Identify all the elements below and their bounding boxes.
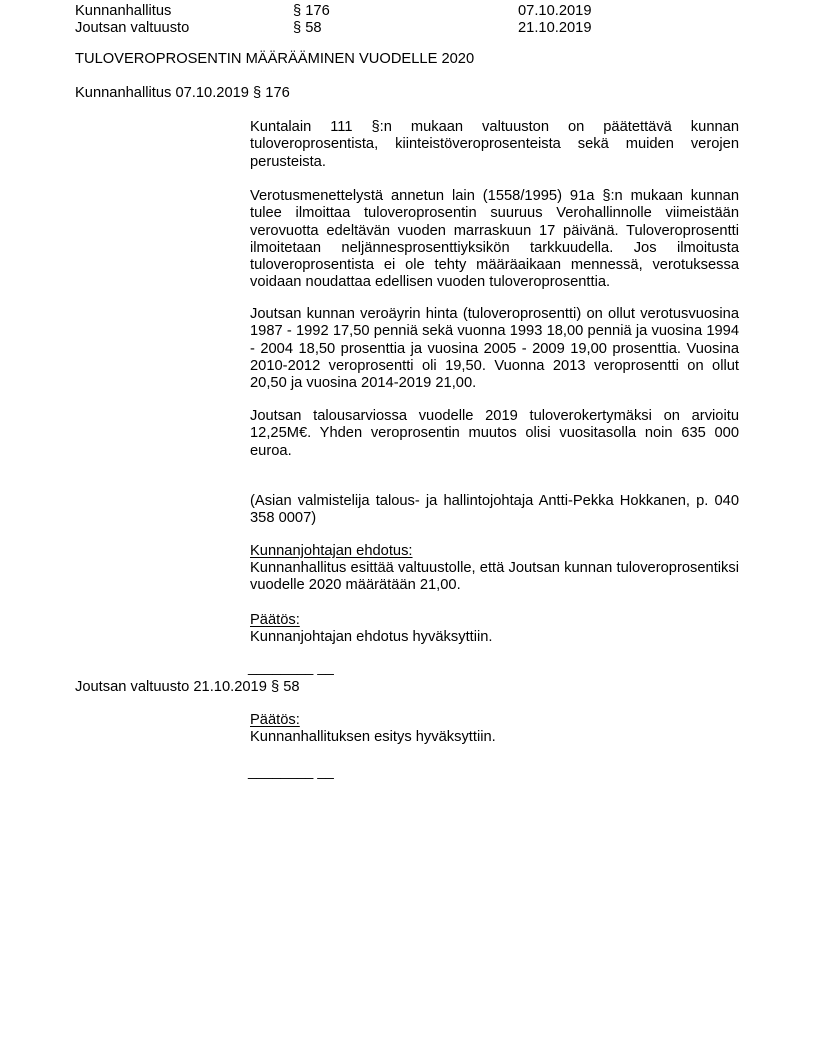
- board-decision-text: Kunnanjohtajan ehdotus hyväksyttiin.: [250, 629, 493, 645]
- paragraph-tax-history: Joutsan kunnan veroäyrin hinta (tuloveroprosentti) on ollut verotusvuosina 1987 - 1992 17,50 penniä sekä vuonna 1993 18,00 penniä ja vuosina 1994 - 2004 18,50 prosenttia ja vuosina 2005 - 2009 19,00 prosenttia. Vuosina 2010-2012 veroprosentti oli 19,50. Vuonna 2013 veroprosentti on ollut 20,50 ja vuosina 2014-2019 21,00.: [250, 306, 739, 392]
- header-paragraph-ref-1: § 176: [293, 3, 330, 19]
- section-separator-2: ________ __: [248, 764, 334, 780]
- header-org-1: Kunnanhallitus: [75, 3, 172, 19]
- header-paragraph-ref-2: § 58: [293, 20, 322, 36]
- header-date-1: 07.10.2019: [518, 3, 592, 19]
- section-separator-1: ________ __: [248, 660, 334, 676]
- board-section-heading: Kunnanhallitus 07.10.2019 § 176: [75, 85, 290, 101]
- header-date-2: 21.10.2019: [518, 20, 592, 36]
- proposal-heading: Kunnanjohtajan ehdotus:: [250, 543, 413, 559]
- document-title: TULOVEROPROSENTIN MÄÄRÄÄMINEN VUODELLE 2020: [75, 51, 475, 67]
- council-decision-heading: Päätös:: [250, 712, 300, 728]
- proposal-text: Kunnanhallitus esittää valtuustolle, että Joutsan kunnan tuloveroprosentiksi vuodelle 2020 määrätään 21,00.: [250, 560, 739, 594]
- paragraph-preparer-contact: (Asian valmistelija talous- ja hallintojohtaja Antti-Pekka Hokkanen, p. 040 358 0007): [250, 493, 739, 527]
- paragraph-notification-rules: Verotusmenettelystä annetun lain (1558/1995) 91a §:n mukaan kunnan tulee ilmoittaa tuloveroprosentin suuruus Verohallinnolle viimeistään verovuotta edeltävän vuoden marraskuun 17 päivänä. Tuloveroprosentti ilmoitetaan neljännesprosenttiyksikön tarkkuudella. Jos ilmoitusta tuloveroprosentista ei ole tehty määräaikaan mennessä, verotuksessa voidaan noudattaa edellisen vuoden tuloveroprosenttia.: [250, 188, 739, 291]
- paragraph-law-basis: Kuntalain 111 §:n mukaan valtuuston on päätettävä kunnan tuloveroprosentista, kiinteistöveroprosenteista sekä muiden verojen perusteista.: [250, 119, 739, 170]
- council-section-heading: Joutsan valtuusto 21.10.2019 § 58: [75, 679, 300, 695]
- paragraph-budget-estimate: Joutsan talousarviossa vuodelle 2019 tuloverokertymäksi on arvioitu 12,25M€. Yhden veroprosentin muutos olisi vuositasolla noin 635 000 euroa.: [250, 408, 739, 459]
- council-decision-text: Kunnanhallituksen esitys hyväksyttiin.: [250, 729, 496, 745]
- header-org-2: Joutsan valtuusto: [75, 20, 190, 36]
- board-decision-heading: Päätös:: [250, 612, 300, 628]
